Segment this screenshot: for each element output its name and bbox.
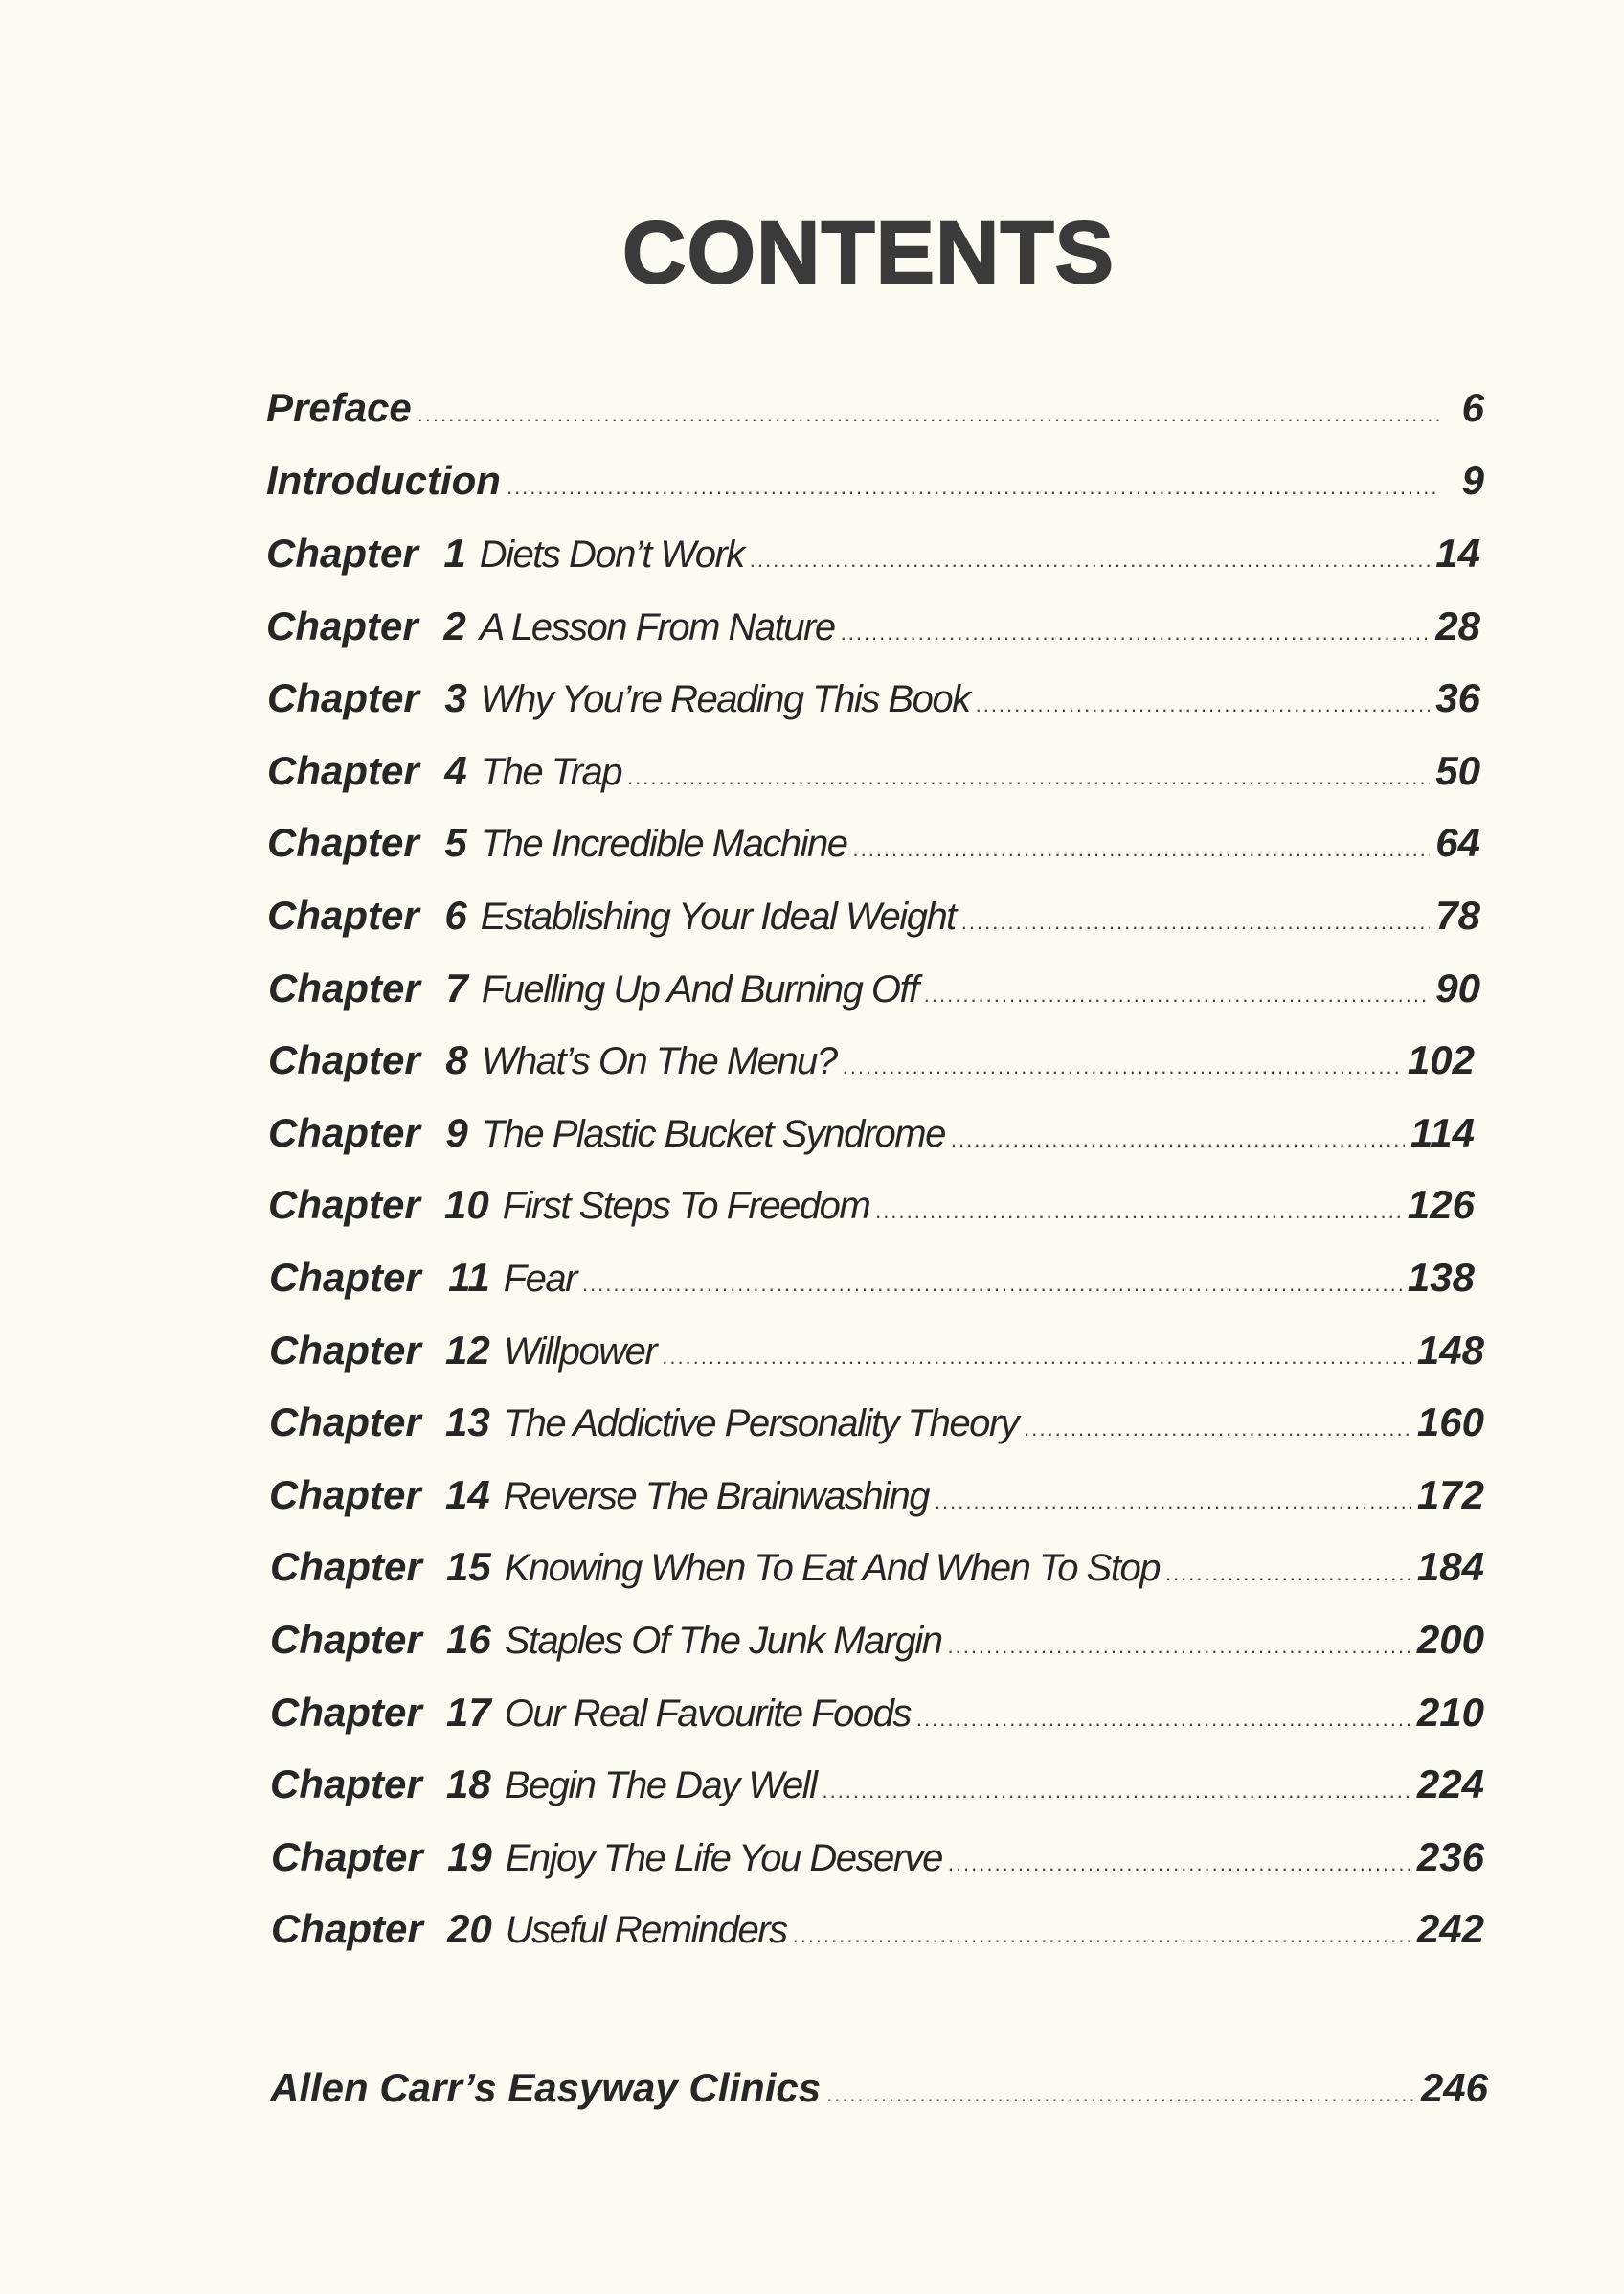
toc-page: 184 [1416,1544,1484,1589]
leader-dots [507,461,1440,514]
chapter-title: The Incredible Machine [480,823,847,865]
chapter-word: Chapter [268,965,420,1011]
chapter-word: Chapter [270,1617,422,1662]
toc-page: 102 [1407,1037,1475,1082]
leader-dots [822,1764,1410,1818]
leader-dots [1024,1402,1411,1456]
toc-row-chapter-14[interactable] [269,1468,1484,1522]
leader-dots [841,606,1431,660]
chapter-number: 4 [444,748,467,793]
toc-row-introduction[interactable] [266,454,1484,508]
leader-dots [976,678,1431,732]
leader-dots [961,896,1430,949]
leader-dots [843,1040,1402,1094]
toc-page: 9 [1461,458,1484,503]
toc-page: 138 [1407,1255,1475,1300]
chapter-number: 15 [445,1544,491,1589]
toc-row-chapter-11[interactable] [269,1251,1475,1305]
toc-page: 126 [1407,1182,1475,1227]
toc-page: 172 [1416,1472,1484,1517]
toc-label: Preface [266,385,412,430]
chapter-number: 16 [445,1617,491,1662]
chapter-label [270,1540,505,1594]
chapter-word: Chapter [266,531,418,576]
chapter-title: The Addictive Personality Theory [503,1402,1019,1444]
toc-row-chapter-19[interactable] [271,1830,1484,1884]
chapter-number: 9 [445,1110,468,1155]
chapter-label [271,1902,506,1956]
chapter-label [267,744,481,798]
toc-page: 64 [1435,820,1480,865]
toc-row-chapter-20[interactable] [271,1902,1484,1956]
toc-page: 200 [1416,1617,1484,1662]
chapter-label [269,1468,504,1522]
chapter-title: Staples Of The Junk Margin [504,1620,942,1662]
toc-row-chapter-9[interactable] [268,1106,1475,1160]
toc-row-chapter-2[interactable] [266,600,1480,653]
chapter-title: Fear [503,1258,576,1300]
toc-row-chapter-18[interactable] [270,1758,1484,1811]
chapter-number: 11 [448,1255,490,1300]
toc-page: 14 [1435,531,1480,576]
chapter-title: Begin The Day Well [504,1764,817,1806]
chapter-title: Reverse The Brainwashing [503,1475,929,1517]
toc-page: 6 [1461,385,1484,430]
page-title: CONTENTS [622,204,1115,302]
chapter-title: Useful Reminders [505,1909,787,1951]
chapter-title: A Lesson From Nature [479,606,835,648]
toc-row-chapter-10[interactable] [268,1178,1475,1232]
toc-page: 160 [1416,1399,1484,1444]
toc-row-chapter-1[interactable] [266,527,1480,580]
chapter-word: Chapter [270,1761,422,1806]
chapter-title: Establishing Your Ideal Weight [480,896,956,938]
chapter-title: Diets Don’t Work [479,534,744,576]
toc-label: Introduction [266,458,501,503]
chapter-label [270,1686,505,1739]
chapter-word: Chapter [271,1834,423,1879]
chapter-label [268,1178,503,1232]
toc-page: 148 [1416,1328,1484,1373]
chapter-number: 7 [445,965,468,1011]
chapter-word: Chapter [268,1110,420,1155]
toc-page: 114 [1410,1110,1475,1155]
chapter-label [266,600,480,653]
toc-page: 28 [1435,603,1480,648]
chapter-word: Chapter [268,1182,420,1227]
toc-page: 90 [1435,965,1480,1011]
chapter-number: 2 [443,603,466,648]
chapter-label [267,889,481,943]
toc-page: 50 [1435,748,1480,793]
chapter-title: Fuelling Up And Burning Off [481,968,918,1011]
toc-row-preface[interactable] [266,381,1484,435]
chapter-title: The Plastic Bucket Syndrome [481,1113,945,1155]
chapter-label [267,816,481,870]
toc-page: 210 [1416,1690,1484,1735]
toc-page: 78 [1435,893,1480,938]
toc-label: Allen Carr’s Easyway Clinics [270,2065,822,2110]
chapter-label [270,1758,505,1811]
chapter-title: Our Real Favourite Foods [504,1692,911,1735]
chapter-number: 12 [444,1328,490,1373]
leader-dots [852,823,1430,876]
chapter-number: 6 [444,893,467,938]
chapter-word: Chapter [267,893,419,938]
toc-row-chapter-15[interactable] [270,1540,1484,1594]
chapter-label [268,1106,482,1160]
leader-dots [916,1692,1411,1746]
leader-dots [793,1909,1411,1963]
chapter-number: 10 [443,1182,489,1227]
chapter-label [269,1324,504,1377]
chapter-word: Chapter [269,1255,421,1300]
toc-page: 36 [1435,675,1480,720]
toc-page: 246 [1420,2065,1488,2110]
chapter-number: 8 [445,1037,468,1082]
chapter-label [269,1396,504,1449]
toc-page: 224 [1416,1761,1484,1806]
chapter-title: Enjoy The Life You Deserve [505,1837,942,1879]
chapter-number: 20 [446,1906,492,1951]
leader-dots [1165,1547,1411,1601]
toc-row-chapter-16[interactable] [270,1613,1484,1667]
chapter-title: What’s On The Menu? [481,1040,837,1082]
leader-dots [417,388,1440,442]
chapter-word: Chapter [267,748,419,793]
chapter-word: Chapter [271,1906,423,1951]
chapter-number: 17 [445,1690,491,1735]
chapter-number: 19 [446,1834,492,1879]
toc-row-chapter-3[interactable] [267,671,1480,725]
leader-dots [924,968,1431,1022]
toc-row-chapter-5[interactable] [267,816,1480,870]
toc-row-chapter-13[interactable] [269,1396,1484,1449]
chapter-word: Chapter [269,1328,421,1373]
leader-dots [875,1185,1402,1238]
chapter-number: 13 [444,1399,490,1444]
chapter-title: The Trap [480,751,622,793]
chapter-label [268,962,482,1015]
toc-row-chapter-17[interactable] [270,1686,1484,1739]
chapter-label [271,1830,506,1884]
toc-page: 236 [1416,1834,1484,1879]
chapter-number: 5 [444,820,467,865]
toc-page: 242 [1416,1906,1484,1951]
leader-dots [947,1620,1410,1673]
leader-dots [948,1837,1411,1891]
chapter-word: Chapter [269,1472,421,1517]
chapter-word: Chapter [268,1037,420,1082]
toc-row-chapter-8[interactable] [268,1033,1475,1087]
toc-row-chapter-6[interactable] [267,889,1480,943]
chapter-word: Chapter [270,1690,422,1735]
chapter-number: 1 [443,531,466,576]
chapter-label [270,1613,505,1667]
leader-dots [662,1330,1411,1384]
leader-dots [750,534,1431,587]
chapter-word: Chapter [267,675,419,720]
chapter-title: First Steps To Freedom [502,1185,870,1227]
toc-row-chapter-7[interactable] [268,962,1480,1015]
chapter-number: 3 [444,675,467,720]
chapter-title: Willpower [503,1330,657,1373]
chapter-word: Chapter [269,1399,421,1444]
chapter-word: Chapter [267,820,419,865]
leader-dots [826,2068,1415,2122]
chapter-label [269,1251,504,1305]
chapter-label [267,671,481,725]
chapter-label [266,527,480,580]
toc-row-clinics[interactable] [270,2061,1488,2115]
chapter-title: Why You’re Reading This Book [480,678,970,720]
leader-dots [935,1475,1411,1529]
chapter-title: Knowing When To Eat And When To Stop [504,1547,1160,1589]
leader-dots [582,1258,1402,1311]
leader-dots [951,1113,1405,1167]
chapter-number: 14 [444,1472,490,1517]
chapter-number: 18 [445,1761,491,1806]
chapter-word: Chapter [270,1544,422,1589]
chapter-label [268,1033,482,1087]
toc-row-chapter-4[interactable] [267,744,1480,798]
leader-dots [627,751,1430,805]
toc-row-chapter-12[interactable] [269,1324,1484,1377]
chapter-word: Chapter [266,603,418,648]
